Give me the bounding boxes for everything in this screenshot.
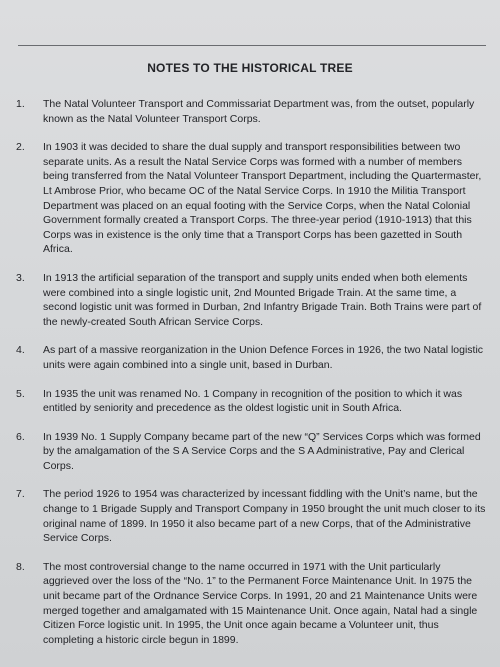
document-title: NOTES TO THE HISTORICAL TREE [147, 61, 353, 75]
note-number: 5. [16, 387, 25, 400]
note-text: In 1913 the artificial separation of the transport and supply units ended when both elements were combined into a single logistic unit, 2nd Mounted Brigade Train. At the same time, a second logistic unit was formed in Durban, 2nd Infantry Brigade Train. Both Trains were part of the newly-created South African Service Corps. [43, 271, 482, 328]
note-item-2 [0, 140, 500, 257]
note-item-3 [0, 271, 500, 329]
note-item-8 [0, 560, 500, 648]
note-number: 2. [16, 141, 25, 154]
notes-list [0, 97, 500, 661]
note-number: 8. [16, 560, 25, 573]
note-text: The Natal Volunteer Transport and Commissariat Department was, from the outset, popularly known as the Natal Volunteer Transport Corps. [43, 98, 475, 125]
note-text: As part of a massive reorganization in the Union Defence Forces in 1926, the two Natal logistic units were again combined into a single unit, based in Durban. [43, 344, 484, 371]
top-divider [18, 45, 486, 46]
note-text: In 1939 No. 1 Supply Company became part of the new “Q” Services Corps which was formed by the amalgamation of the S A Service Corps and the S A Administrative, Pay and Clerical Corps. [43, 430, 481, 472]
note-number: 4. [16, 344, 25, 357]
note-number: 7. [16, 488, 25, 501]
note-item-5 [0, 387, 500, 416]
note-item-7 [0, 487, 500, 545]
note-number: 6. [16, 430, 25, 443]
note-text: In 1903 it was decided to share the dual supply and transport responsibilities between two separate units. As a result the Natal Service Corps was formed with a number of members being transferred from the Natal Volunteer Transport Department, including the Quartermaster, Lt Ambrose Prior, who became OC of the Natal Service Corps. In 1910 the Militia Transport Department was placed on an equal footing with the Service Corps, when the Natal Colonial Government formally created a Transport Corps. The three-year period (1910-1913) that this Corps was in existence is the only time that a Transport Corps has been gazetted in South Africa. [43, 141, 482, 256]
note-number: 1. [16, 98, 25, 110]
note-text: The most controversial change to the name occurred in 1971 with the Unit particularly aggrieved over the loss of the “No. 1” to the Permanent Force Maintenance Unit. In 1975 the unit became part of the Ordnance Service Corps. In 1991, 20 and 21 Maintenance Units were merged together and amalgamated with 15 Maintenance Unit. Once again, Natal had a single Citizen Force logistic unit. In 1995, the Unit once again became a Volunteer unit, thus completing a historic circle begun in 1899. [43, 560, 478, 646]
note-number: 3. [16, 271, 25, 284]
note-item-6 [0, 430, 500, 474]
note-item-4 [0, 343, 500, 372]
note-text: In 1935 the unit was renamed No. 1 Company in recognition of the position to which it was entitled by seniority and precedence as the oldest logistic unit in South Africa. [43, 387, 463, 415]
note-item-1 [0, 97, 500, 126]
note-text: The period 1926 to 1954 was characterized by incessant fiddling with the Unit’s name, but the change to 1 Brigade Supply and Transport Company in 1950 brought the unit much closer to its original name of 1899. In 1950 it also became part of a new Corps, that of the Administrative Service Corps. [43, 488, 486, 545]
